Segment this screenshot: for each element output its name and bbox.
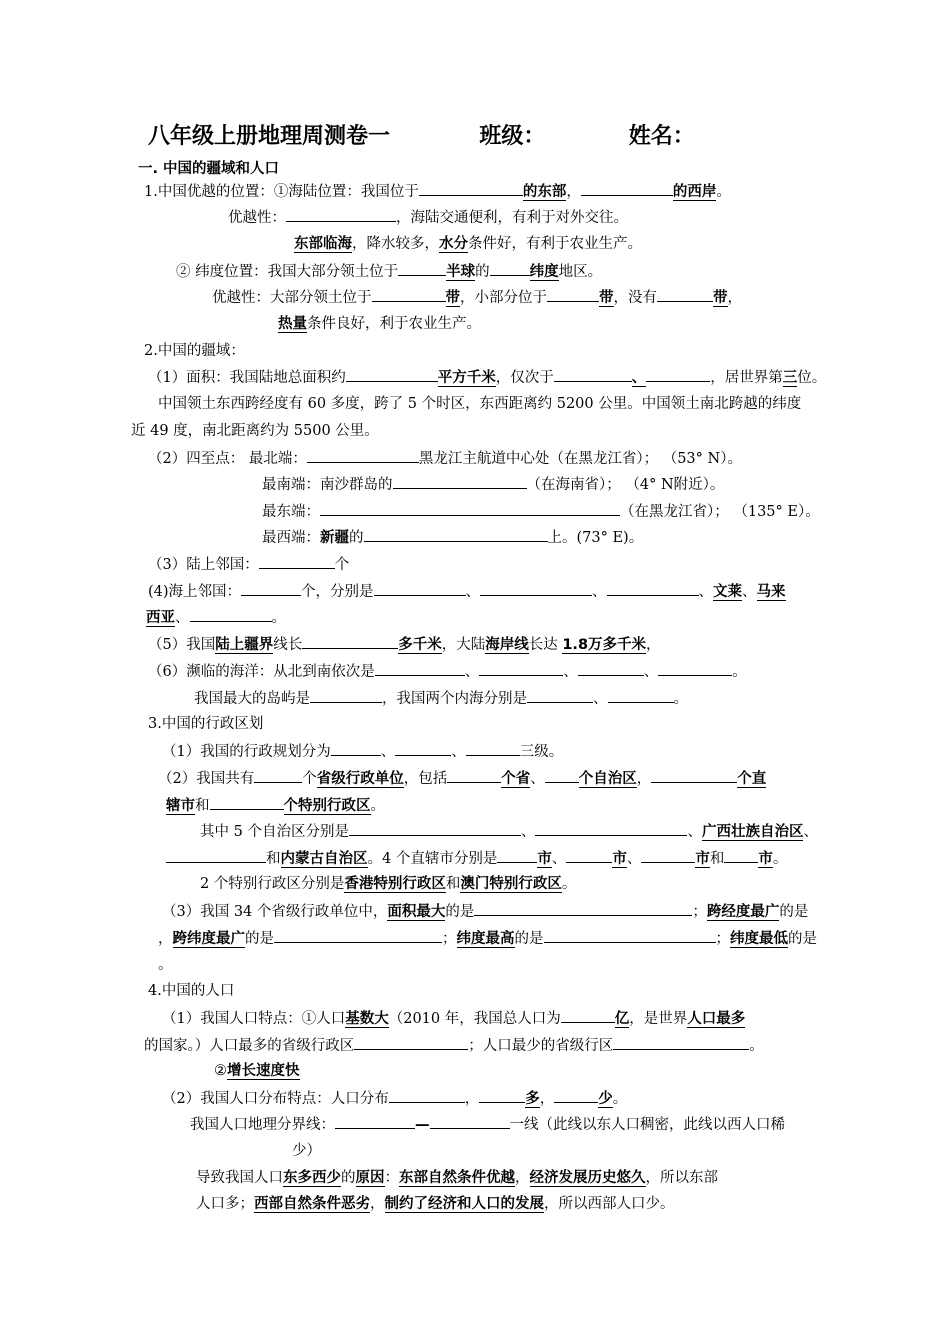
admin-line-1: （1）我国的行政规划分为 、 、 三级。 [162,741,563,762]
blank[interactable] [346,367,438,382]
blank[interactable] [480,581,592,596]
admin-line-2: （2）我国共有 个省级行政单位，包括 个省、 个自治区， 个直 [158,768,766,789]
blank[interactable] [331,741,381,756]
blank[interactable] [554,1088,598,1103]
blank[interactable] [166,848,266,863]
islands-line: 我国最大的岛屿是 ，我国两个内海分别是 、 。 [194,688,688,709]
east-point-line: 最东端： （在黑龙江省）； （135° E）。 [262,501,820,522]
blank[interactable] [395,741,451,756]
span-text-1: 中国领土东西跨经度有 60 多度，跨了 5 个时区，东西距离约 5200 公里。中国领土南北跨越的纬度 [158,396,802,412]
class-label: 班级： [479,124,546,149]
admin-line-8: ，跨纬度最广的是 ；纬度最高的是 ；纬度最低的是 [158,928,817,949]
worksheet-header [148,122,695,152]
blank[interactable] [479,1088,525,1103]
blank[interactable] [354,1035,468,1050]
blank[interactable] [374,581,466,596]
blank[interactable] [566,848,612,863]
position-line-6: 热量条件良好，利于农业生产。 [278,316,481,332]
border-line: （5）我国陆上疆界线长 多千米，大陆海岸线长达 1.8万多千米， [148,634,661,655]
blank[interactable] [466,741,520,756]
west-point-line: 最西端：新疆的 上。(73° E)。 [262,527,643,548]
blank[interactable] [393,474,527,489]
sea-neighbors-line: (4)海上邻国： 个，分别是 、 、 、文莱、马来 [148,581,786,602]
admin-line-4: 其中 5 个自治区分别是 、 、广西壮族自治区、 [200,821,818,842]
admin-heading: 3.中国的行政区划 [148,716,264,732]
blank[interactable] [241,581,301,596]
blank[interactable] [254,768,302,783]
blank[interactable] [646,367,710,382]
position-line-2: 优越性： ，海陆交通便利，有利于对外交往。 [228,207,628,228]
blank[interactable] [554,367,632,382]
blank[interactable] [651,768,737,783]
blank[interactable] [335,1114,415,1129]
admin-line-6: 2 个特别行政区分别是香港特别行政区和澳门特别行政区。 [200,876,577,892]
admin-line-3: 辖市和 个特别行政区。 [166,795,385,816]
blank[interactable] [302,634,398,649]
blank[interactable] [724,848,758,863]
blank[interactable] [310,688,382,703]
span-text-2: 近 49 度，南北距离约为 5500 公里。 [131,423,379,439]
name-label: 姓名： [628,124,695,149]
blank[interactable] [535,821,687,836]
position-line-5: 优越性：大部分领土位于 带，小部分位于 带，没有 带， [212,287,742,308]
blank[interactable] [307,448,419,463]
area-line: （1）面积：我国陆地总面积约 平方千米，仅次于 、 ，居世界第三位。 [148,367,826,388]
position-line-4: ② 纬度位置：我国大部分领土位于 半球的 纬度地区。 [176,261,602,282]
blank[interactable] [607,581,699,596]
south-point-line: 最南端：南沙群岛的 （在海南省）； （4° N附近）。 [262,474,724,495]
position-line-1: 1.中国优越的位置：①海陆位置：我国位于 的东部， 的西岸。 [144,181,731,202]
blank[interactable] [561,1008,615,1023]
blank[interactable] [608,688,674,703]
blank[interactable] [447,768,501,783]
territory-heading: 2.中国的疆域： [144,343,245,359]
blank[interactable] [274,928,442,943]
blank[interactable] [419,181,523,196]
blank[interactable] [430,1114,510,1129]
blank[interactable] [578,661,644,676]
admin-line-7: （3）我国 34 个省级行政单位中，面积最大的是 ；跨经度最广的是 [162,901,808,922]
population-line-7: 导致我国人口东多西少的原因：东部自然条件优越，经济发展历史悠久，所以东部 [196,1170,718,1186]
blank[interactable] [497,848,537,863]
population-line-4: （2）我国人口分布特点：人口分布 ， 多， 少。 [162,1088,627,1109]
admin-line-5: 和内蒙古自治区。4 个直辖市分别是 市、 市、 市和 市。 [166,848,787,869]
population-line-2: 的国家。）人口最多的省级行政区 ；人口最少的省级行区 。 [144,1035,764,1056]
blank[interactable] [544,928,716,943]
blank[interactable] [479,661,563,676]
blank[interactable] [286,207,396,222]
position-line-3: 东部临海，降水较多，水分条件好，有利于农业生产。 [294,236,642,252]
page-title: 八年级上册地理周测卷一 [148,124,391,149]
blank[interactable] [545,768,579,783]
blank[interactable] [398,261,446,276]
blank[interactable] [364,527,548,542]
blank[interactable] [641,848,695,863]
land-neighbors-line: （3）陆上邻国： 个 [148,554,349,575]
blank[interactable] [657,287,713,302]
population-line-6: 少） [292,1143,321,1159]
blank[interactable] [320,501,620,516]
blank[interactable] [490,261,530,276]
section-heading: 一. 中国的疆域和人口 [138,161,280,177]
blank[interactable] [210,795,284,810]
blank[interactable] [349,821,521,836]
oceans-line: （6）濒临的海洋：从北到南依次是 、 、 、 。 [148,661,747,682]
blank[interactable] [372,287,446,302]
north-point-line: （2）四至点： 最北端： 黑龙江主航道中心处（在黑龙江省）； （53° N）。 [148,448,742,469]
blank[interactable] [259,554,335,569]
population-line-5: 我国人口地理分界线： — 一线（此线以东人口稠密，此线以西人口稀 [190,1114,785,1135]
population-heading: 4.中国的人口 [148,983,235,999]
sea-neighbors-line-2: 西亚、 。 [146,607,286,628]
admin-line-9: 。 [158,957,173,973]
blank[interactable] [613,1035,749,1050]
population-line-1: （1）我国人口特点：①人口基数大（2010 年，我国总人口为 亿，是世界人口最多 [162,1008,745,1029]
blank[interactable] [375,661,465,676]
population-line-3: ②增长速度快 [214,1063,300,1079]
blank[interactable] [547,287,599,302]
population-line-8: 人口多；西部自然条件恶劣，制约了经济和人口的发展，所以西部人口少。 [196,1196,675,1212]
blank[interactable] [474,901,692,916]
blank[interactable] [581,181,673,196]
blank[interactable] [527,688,593,703]
blank[interactable] [389,1088,465,1103]
blank[interactable] [190,607,272,622]
blank[interactable] [658,661,732,676]
